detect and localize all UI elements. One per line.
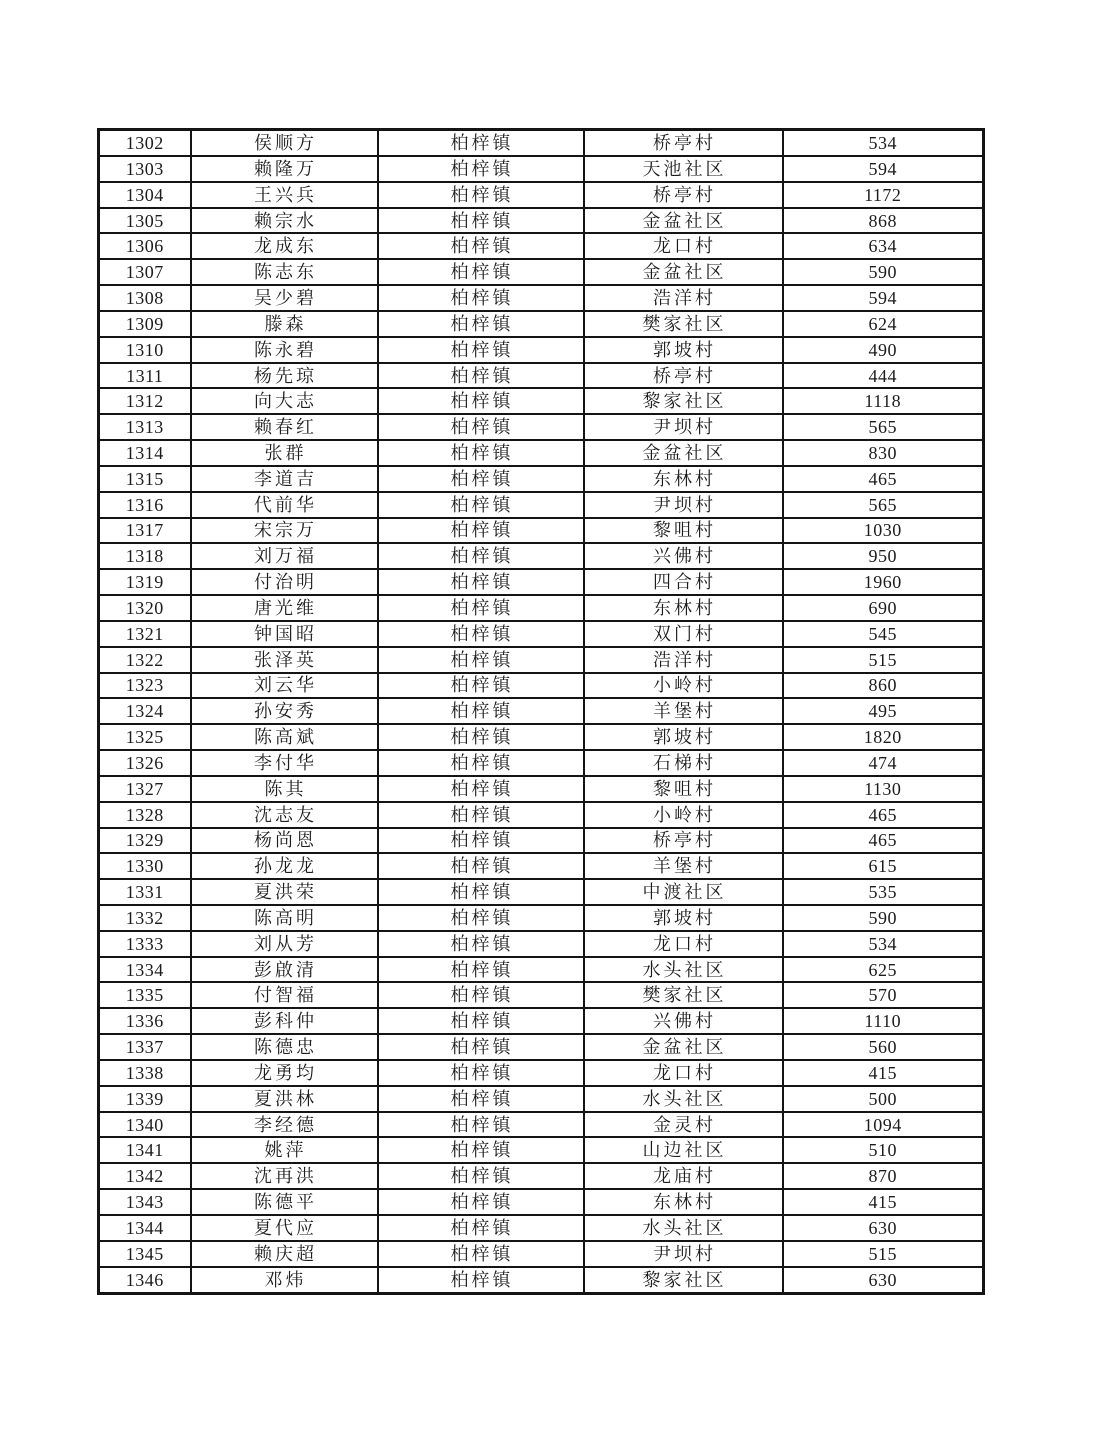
cell-town: 柏梓镇 xyxy=(378,518,584,544)
cell-serial: 1327 xyxy=(99,776,191,802)
table-row xyxy=(99,543,984,569)
cell-value: 570 xyxy=(783,982,984,1008)
cell-town: 柏梓镇 xyxy=(378,233,584,259)
cell-town: 柏梓镇 xyxy=(378,363,584,389)
cell-name: 龙成东 xyxy=(191,233,378,259)
cell-name: 杨先琼 xyxy=(191,363,378,389)
cell-town: 柏梓镇 xyxy=(378,828,584,854)
cell-serial: 1330 xyxy=(99,853,191,879)
cell-village: 东林村 xyxy=(584,595,783,621)
cell-value: 474 xyxy=(783,750,984,776)
cell-village: 黎咀村 xyxy=(584,518,783,544)
cell-serial: 1345 xyxy=(99,1241,191,1267)
cell-value: 535 xyxy=(783,879,984,905)
cell-town: 柏梓镇 xyxy=(378,1034,584,1060)
table-row xyxy=(99,828,984,854)
cell-value: 594 xyxy=(783,285,984,311)
cell-town: 柏梓镇 xyxy=(378,259,584,285)
cell-serial: 1312 xyxy=(99,388,191,414)
table-row xyxy=(99,414,984,440)
cell-value: 515 xyxy=(783,1241,984,1267)
table-row xyxy=(99,1060,984,1086)
table-row xyxy=(99,982,984,1008)
cell-village: 浩洋村 xyxy=(584,285,783,311)
table-row xyxy=(99,698,984,724)
table-row xyxy=(99,363,984,389)
cell-name: 刘万福 xyxy=(191,543,378,569)
cell-serial: 1315 xyxy=(99,466,191,492)
table-row xyxy=(99,208,984,234)
table-row xyxy=(99,879,984,905)
cell-serial: 1335 xyxy=(99,982,191,1008)
cell-serial: 1332 xyxy=(99,905,191,931)
table-row xyxy=(99,1086,984,1112)
table-row xyxy=(99,440,984,466)
cell-town: 柏梓镇 xyxy=(378,957,584,983)
cell-serial: 1305 xyxy=(99,208,191,234)
cell-name: 陈德忠 xyxy=(191,1034,378,1060)
cell-town: 柏梓镇 xyxy=(378,1060,584,1086)
table-row xyxy=(99,1034,984,1060)
cell-name: 向大志 xyxy=(191,388,378,414)
cell-serial: 1343 xyxy=(99,1189,191,1215)
cell-town: 柏梓镇 xyxy=(378,1163,584,1189)
cell-serial: 1346 xyxy=(99,1267,191,1294)
cell-value: 594 xyxy=(783,156,984,182)
cell-town: 柏梓镇 xyxy=(378,569,584,595)
cell-value: 1960 xyxy=(783,569,984,595)
cell-town: 柏梓镇 xyxy=(378,853,584,879)
cell-village: 黎咀村 xyxy=(584,776,783,802)
table-row xyxy=(99,931,984,957)
cell-village: 小岭村 xyxy=(584,673,783,699)
cell-town: 柏梓镇 xyxy=(378,208,584,234)
cell-serial: 1320 xyxy=(99,595,191,621)
cell-town: 柏梓镇 xyxy=(378,879,584,905)
cell-village: 四合村 xyxy=(584,569,783,595)
cell-value: 630 xyxy=(783,1215,984,1241)
cell-value: 1172 xyxy=(783,182,984,208)
cell-town: 柏梓镇 xyxy=(378,905,584,931)
table-row xyxy=(99,647,984,673)
table-row xyxy=(99,388,984,414)
table-row xyxy=(99,285,984,311)
cell-serial: 1304 xyxy=(99,182,191,208)
cell-town: 柏梓镇 xyxy=(378,698,584,724)
cell-value: 510 xyxy=(783,1137,984,1163)
cell-name: 王兴兵 xyxy=(191,182,378,208)
cell-village: 水头社区 xyxy=(584,957,783,983)
cell-name: 刘从芳 xyxy=(191,931,378,957)
cell-village: 金盆社区 xyxy=(584,440,783,466)
cell-village: 东林村 xyxy=(584,1189,783,1215)
table-row xyxy=(99,750,984,776)
cell-value: 830 xyxy=(783,440,984,466)
cell-value: 415 xyxy=(783,1189,984,1215)
cell-value: 625 xyxy=(783,957,984,983)
cell-village: 龙口村 xyxy=(584,233,783,259)
cell-town: 柏梓镇 xyxy=(378,1112,584,1138)
cell-town: 柏梓镇 xyxy=(378,337,584,363)
cell-village: 郭坡村 xyxy=(584,337,783,363)
cell-name: 陈德平 xyxy=(191,1189,378,1215)
cell-village: 龙口村 xyxy=(584,1060,783,1086)
table-row xyxy=(99,518,984,544)
cell-value: 1110 xyxy=(783,1008,984,1034)
cell-value: 1118 xyxy=(783,388,984,414)
cell-value: 1820 xyxy=(783,724,984,750)
cell-village: 水头社区 xyxy=(584,1086,783,1112)
table-row xyxy=(99,621,984,647)
cell-value: 565 xyxy=(783,414,984,440)
cell-value: 545 xyxy=(783,621,984,647)
cell-town: 柏梓镇 xyxy=(378,1189,584,1215)
cell-village: 樊家社区 xyxy=(584,311,783,337)
table-row xyxy=(99,156,984,182)
cell-town: 柏梓镇 xyxy=(378,1241,584,1267)
cell-town: 柏梓镇 xyxy=(378,466,584,492)
cell-value: 630 xyxy=(783,1267,984,1294)
cell-value: 870 xyxy=(783,1163,984,1189)
cell-serial: 1326 xyxy=(99,750,191,776)
cell-village: 水头社区 xyxy=(584,1215,783,1241)
cell-value: 565 xyxy=(783,492,984,518)
cell-village: 尹坝村 xyxy=(584,492,783,518)
cell-serial: 1322 xyxy=(99,647,191,673)
cell-name: 赖春红 xyxy=(191,414,378,440)
cell-serial: 1338 xyxy=(99,1060,191,1086)
cell-name: 滕森 xyxy=(191,311,378,337)
cell-town: 柏梓镇 xyxy=(378,982,584,1008)
cell-town: 柏梓镇 xyxy=(378,1137,584,1163)
cell-village: 郭坡村 xyxy=(584,905,783,931)
cell-village: 尹坝村 xyxy=(584,414,783,440)
cell-serial: 1321 xyxy=(99,621,191,647)
cell-name: 孙龙龙 xyxy=(191,853,378,879)
table-row xyxy=(99,853,984,879)
cell-town: 柏梓镇 xyxy=(378,802,584,828)
roster-table xyxy=(97,128,985,1295)
table-row xyxy=(99,466,984,492)
table-row xyxy=(99,724,984,750)
cell-name: 张群 xyxy=(191,440,378,466)
cell-serial: 1309 xyxy=(99,311,191,337)
cell-serial: 1342 xyxy=(99,1163,191,1189)
cell-name: 陈高明 xyxy=(191,905,378,931)
cell-village: 浩洋村 xyxy=(584,647,783,673)
cell-serial: 1333 xyxy=(99,931,191,957)
table-row xyxy=(99,1137,984,1163)
table-row xyxy=(99,905,984,931)
cell-serial: 1302 xyxy=(99,130,191,156)
cell-village: 双门村 xyxy=(584,621,783,647)
table-row xyxy=(99,1008,984,1034)
cell-value: 1130 xyxy=(783,776,984,802)
cell-town: 柏梓镇 xyxy=(378,673,584,699)
cell-serial: 1339 xyxy=(99,1086,191,1112)
cell-name: 付治明 xyxy=(191,569,378,595)
cell-village: 金盆社区 xyxy=(584,208,783,234)
cell-town: 柏梓镇 xyxy=(378,440,584,466)
table-row xyxy=(99,233,984,259)
cell-village: 龙口村 xyxy=(584,931,783,957)
cell-serial: 1310 xyxy=(99,337,191,363)
cell-value: 465 xyxy=(783,828,984,854)
cell-value: 1094 xyxy=(783,1112,984,1138)
cell-name: 宋宗万 xyxy=(191,518,378,544)
cell-name: 沈再洪 xyxy=(191,1163,378,1189)
cell-village: 黎家社区 xyxy=(584,1267,783,1294)
cell-serial: 1334 xyxy=(99,957,191,983)
cell-name: 夏洪荣 xyxy=(191,879,378,905)
cell-value: 860 xyxy=(783,673,984,699)
cell-village: 郭坡村 xyxy=(584,724,783,750)
cell-serial: 1340 xyxy=(99,1112,191,1138)
cell-value: 560 xyxy=(783,1034,984,1060)
cell-serial: 1318 xyxy=(99,543,191,569)
cell-name: 姚萍 xyxy=(191,1137,378,1163)
cell-serial: 1319 xyxy=(99,569,191,595)
cell-name: 陈志东 xyxy=(191,259,378,285)
cell-town: 柏梓镇 xyxy=(378,1086,584,1112)
table-row xyxy=(99,673,984,699)
cell-village: 羊堡村 xyxy=(584,698,783,724)
cell-name: 陈高斌 xyxy=(191,724,378,750)
cell-town: 柏梓镇 xyxy=(378,1267,584,1294)
cell-village: 东林村 xyxy=(584,466,783,492)
cell-serial: 1303 xyxy=(99,156,191,182)
cell-value: 500 xyxy=(783,1086,984,1112)
cell-name: 唐光维 xyxy=(191,595,378,621)
cell-name: 彭啟清 xyxy=(191,957,378,983)
cell-village: 石梯村 xyxy=(584,750,783,776)
cell-town: 柏梓镇 xyxy=(378,492,584,518)
cell-name: 邓炜 xyxy=(191,1267,378,1294)
cell-town: 柏梓镇 xyxy=(378,776,584,802)
cell-serial: 1337 xyxy=(99,1034,191,1060)
cell-value: 515 xyxy=(783,647,984,673)
cell-village: 桥亭村 xyxy=(584,363,783,389)
cell-value: 868 xyxy=(783,208,984,234)
cell-village: 樊家社区 xyxy=(584,982,783,1008)
cell-value: 465 xyxy=(783,802,984,828)
cell-value: 495 xyxy=(783,698,984,724)
cell-serial: 1306 xyxy=(99,233,191,259)
table-row xyxy=(99,957,984,983)
cell-serial: 1314 xyxy=(99,440,191,466)
cell-name: 孙安秀 xyxy=(191,698,378,724)
cell-village: 桥亭村 xyxy=(584,182,783,208)
cell-name: 代前华 xyxy=(191,492,378,518)
cell-serial: 1331 xyxy=(99,879,191,905)
cell-village: 兴佛村 xyxy=(584,1008,783,1034)
cell-value: 534 xyxy=(783,130,984,156)
cell-village: 羊堡村 xyxy=(584,853,783,879)
cell-village: 中渡社区 xyxy=(584,879,783,905)
cell-name: 钟国昭 xyxy=(191,621,378,647)
cell-name: 赖庆超 xyxy=(191,1241,378,1267)
cell-name: 夏代应 xyxy=(191,1215,378,1241)
cell-village: 黎家社区 xyxy=(584,388,783,414)
cell-value: 590 xyxy=(783,905,984,931)
cell-town: 柏梓镇 xyxy=(378,182,584,208)
table-row xyxy=(99,259,984,285)
cell-serial: 1325 xyxy=(99,724,191,750)
table-row xyxy=(99,182,984,208)
cell-value: 590 xyxy=(783,259,984,285)
cell-serial: 1344 xyxy=(99,1215,191,1241)
cell-name: 刘云华 xyxy=(191,673,378,699)
table-row xyxy=(99,1215,984,1241)
cell-value: 534 xyxy=(783,931,984,957)
cell-serial: 1323 xyxy=(99,673,191,699)
cell-town: 柏梓镇 xyxy=(378,1215,584,1241)
table-row xyxy=(99,492,984,518)
cell-town: 柏梓镇 xyxy=(378,285,584,311)
cell-serial: 1324 xyxy=(99,698,191,724)
table-row xyxy=(99,1163,984,1189)
cell-serial: 1336 xyxy=(99,1008,191,1034)
cell-value: 1030 xyxy=(783,518,984,544)
cell-town: 柏梓镇 xyxy=(378,621,584,647)
cell-name: 杨尚恩 xyxy=(191,828,378,854)
cell-town: 柏梓镇 xyxy=(378,414,584,440)
cell-village: 金盆社区 xyxy=(584,259,783,285)
cell-name: 彭科仲 xyxy=(191,1008,378,1034)
cell-name: 陈永碧 xyxy=(191,337,378,363)
table-row xyxy=(99,1189,984,1215)
cell-town: 柏梓镇 xyxy=(378,1008,584,1034)
table-row xyxy=(99,311,984,337)
cell-value: 615 xyxy=(783,853,984,879)
table-row xyxy=(99,1267,984,1294)
cell-town: 柏梓镇 xyxy=(378,130,584,156)
cell-name: 吴少碧 xyxy=(191,285,378,311)
table-body xyxy=(99,130,984,1294)
table-row xyxy=(99,1241,984,1267)
cell-village: 山边社区 xyxy=(584,1137,783,1163)
cell-value: 690 xyxy=(783,595,984,621)
cell-village: 尹坝村 xyxy=(584,1241,783,1267)
cell-town: 柏梓镇 xyxy=(378,931,584,957)
table-row xyxy=(99,595,984,621)
cell-name: 张泽英 xyxy=(191,647,378,673)
cell-village: 桥亭村 xyxy=(584,130,783,156)
cell-serial: 1311 xyxy=(99,363,191,389)
table-row xyxy=(99,569,984,595)
cell-value: 950 xyxy=(783,543,984,569)
cell-town: 柏梓镇 xyxy=(378,595,584,621)
cell-town: 柏梓镇 xyxy=(378,156,584,182)
table-row xyxy=(99,1112,984,1138)
cell-village: 金盆社区 xyxy=(584,1034,783,1060)
cell-value: 490 xyxy=(783,337,984,363)
cell-serial: 1329 xyxy=(99,828,191,854)
cell-town: 柏梓镇 xyxy=(378,543,584,569)
cell-name: 夏洪林 xyxy=(191,1086,378,1112)
cell-serial: 1313 xyxy=(99,414,191,440)
cell-name: 付智福 xyxy=(191,982,378,1008)
cell-village: 龙庙村 xyxy=(584,1163,783,1189)
cell-name: 李道吉 xyxy=(191,466,378,492)
cell-serial: 1307 xyxy=(99,259,191,285)
table-row xyxy=(99,776,984,802)
cell-name: 陈其 xyxy=(191,776,378,802)
cell-value: 624 xyxy=(783,311,984,337)
cell-serial: 1316 xyxy=(99,492,191,518)
table-row xyxy=(99,337,984,363)
cell-name: 李付华 xyxy=(191,750,378,776)
cell-town: 柏梓镇 xyxy=(378,647,584,673)
cell-name: 李经德 xyxy=(191,1112,378,1138)
cell-town: 柏梓镇 xyxy=(378,750,584,776)
cell-name: 赖宗水 xyxy=(191,208,378,234)
cell-value: 444 xyxy=(783,363,984,389)
cell-serial: 1328 xyxy=(99,802,191,828)
cell-village: 金灵村 xyxy=(584,1112,783,1138)
cell-village: 小岭村 xyxy=(584,802,783,828)
cell-name: 侯顺方 xyxy=(191,130,378,156)
cell-value: 415 xyxy=(783,1060,984,1086)
cell-serial: 1317 xyxy=(99,518,191,544)
cell-town: 柏梓镇 xyxy=(378,311,584,337)
cell-village: 桥亭村 xyxy=(584,828,783,854)
cell-name: 赖隆万 xyxy=(191,156,378,182)
cell-village: 兴佛村 xyxy=(584,543,783,569)
cell-town: 柏梓镇 xyxy=(378,724,584,750)
cell-serial: 1308 xyxy=(99,285,191,311)
cell-value: 634 xyxy=(783,233,984,259)
cell-serial: 1341 xyxy=(99,1137,191,1163)
cell-village: 天池社区 xyxy=(584,156,783,182)
cell-name: 沈志友 xyxy=(191,802,378,828)
cell-value: 465 xyxy=(783,466,984,492)
table-row xyxy=(99,802,984,828)
cell-town: 柏梓镇 xyxy=(378,388,584,414)
table-row xyxy=(99,130,984,156)
cell-name: 龙勇均 xyxy=(191,1060,378,1086)
